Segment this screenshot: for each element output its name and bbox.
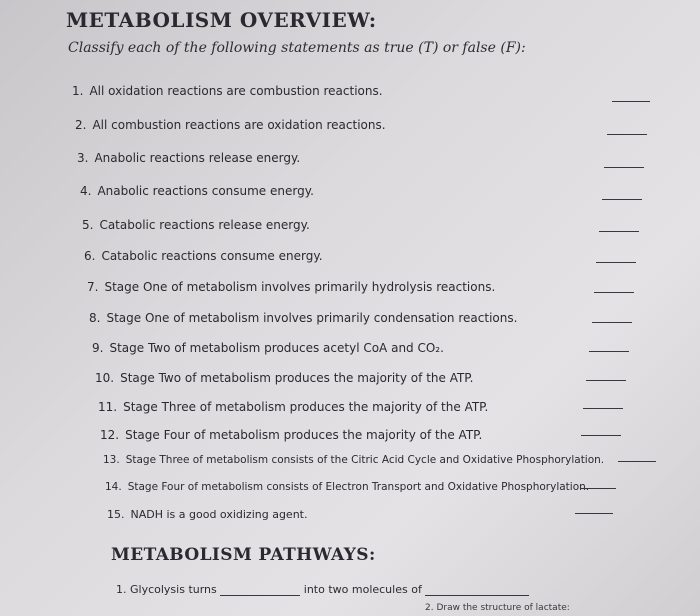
question-text: Stage One of metabolism involves primarily condensation reactions. (106, 311, 518, 325)
pathway-question-1 (116, 583, 529, 596)
question-text: Stage Four of metabolism consists of Electron Transport and Oxidative Phosphorylation. (127, 481, 590, 493)
question-text: Catabolic reactions release energy. (99, 218, 310, 232)
question-text: Stage Three of metabolism consists of the Citric Acid Cycle and Oxidative Phosphorylation. (125, 454, 605, 466)
question-text: Catabolic reactions consume energy. (101, 249, 323, 263)
answer-blank-13[interactable] (618, 461, 656, 462)
question-number: 13. (103, 454, 120, 466)
question-text: All oxidation reactions are combustion reactions. (89, 84, 383, 98)
question-number: 2. (75, 118, 87, 132)
question-3 (77, 151, 300, 165)
question-text: Anabolic reactions release energy. (94, 151, 301, 165)
question-number: 4. (80, 184, 92, 198)
answer-blank-12[interactable] (581, 435, 621, 436)
question-number: 1. (116, 583, 127, 596)
question-text: Stage Two of metabolism produces acetyl CoA and CO₂. (109, 341, 444, 355)
answer-blank-8[interactable] (592, 322, 632, 323)
question-number: 15. (107, 508, 125, 521)
answer-blank-11[interactable] (583, 408, 623, 409)
answer-blank-3[interactable] (604, 167, 644, 168)
instructions: Classify each of the following statements as true (T) or false (F): (68, 40, 526, 56)
answer-blank-1[interactable] (612, 101, 650, 102)
question-number: 5. (82, 218, 94, 232)
question-7 (87, 280, 495, 294)
answer-blank-4[interactable] (602, 199, 642, 200)
question-number: 6. (84, 249, 96, 263)
question-11 (98, 400, 488, 414)
question-14 (105, 481, 589, 493)
question-number: 12. (100, 428, 120, 442)
question-8 (89, 311, 517, 325)
question-1 (72, 84, 383, 98)
question-5 (82, 218, 310, 232)
question-12 (100, 428, 482, 442)
question-number: 1. (72, 84, 84, 98)
answer-blank-10[interactable] (586, 380, 626, 381)
section-title: METABOLISM PATHWAYS: (111, 545, 376, 565)
answer-blank-6[interactable] (596, 262, 636, 263)
question-number: 3. (77, 151, 89, 165)
question-number: 11. (98, 400, 118, 414)
question-13 (103, 454, 604, 466)
answer-blank-7[interactable] (594, 292, 634, 293)
answer-blank-glycolysis-1[interactable] (220, 585, 300, 596)
answer-blank-9[interactable] (589, 351, 629, 352)
question-number: 7. (87, 280, 99, 294)
question-text-part1: Glycolysis turns (130, 583, 217, 596)
answer-blank-glycolysis-2[interactable] (425, 585, 529, 596)
pathway-question-2-partial: 2. Draw the structure of lactate: (425, 603, 570, 613)
question-text: Stage Two of metabolism produces the majority of the ATP. (120, 371, 474, 385)
question-text: Stage One of metabolism involves primarily hydrolysis reactions. (104, 280, 496, 294)
question-number: 8. (89, 311, 101, 325)
question-6 (84, 249, 323, 263)
question-15 (107, 508, 307, 521)
question-text: Stage Three of metabolism produces the majority of the ATP. (123, 400, 489, 414)
answer-blank-5[interactable] (599, 231, 639, 232)
question-2 (75, 118, 386, 132)
answer-blank-15[interactable] (575, 513, 613, 514)
question-text: All combustion reactions are oxidation reactions. (92, 118, 386, 132)
question-text: NADH is a good oxidizing agent. (130, 508, 308, 521)
question-4 (80, 184, 314, 198)
question-9 (92, 341, 444, 355)
question-text-part2: into two molecules of (303, 583, 422, 596)
question-10 (95, 371, 473, 385)
question-text: Stage Four of metabolism produces the majority of the ATP. (125, 428, 483, 442)
answer-blank-14[interactable] (580, 488, 616, 489)
question-text: Anabolic reactions consume energy. (97, 184, 314, 198)
answer-blank-2[interactable] (607, 134, 647, 135)
question-number: 9. (92, 341, 104, 355)
question-number: 10. (95, 371, 115, 385)
question-number: 14. (105, 481, 122, 493)
page-title: METABOLISM OVERVIEW: (66, 8, 377, 32)
